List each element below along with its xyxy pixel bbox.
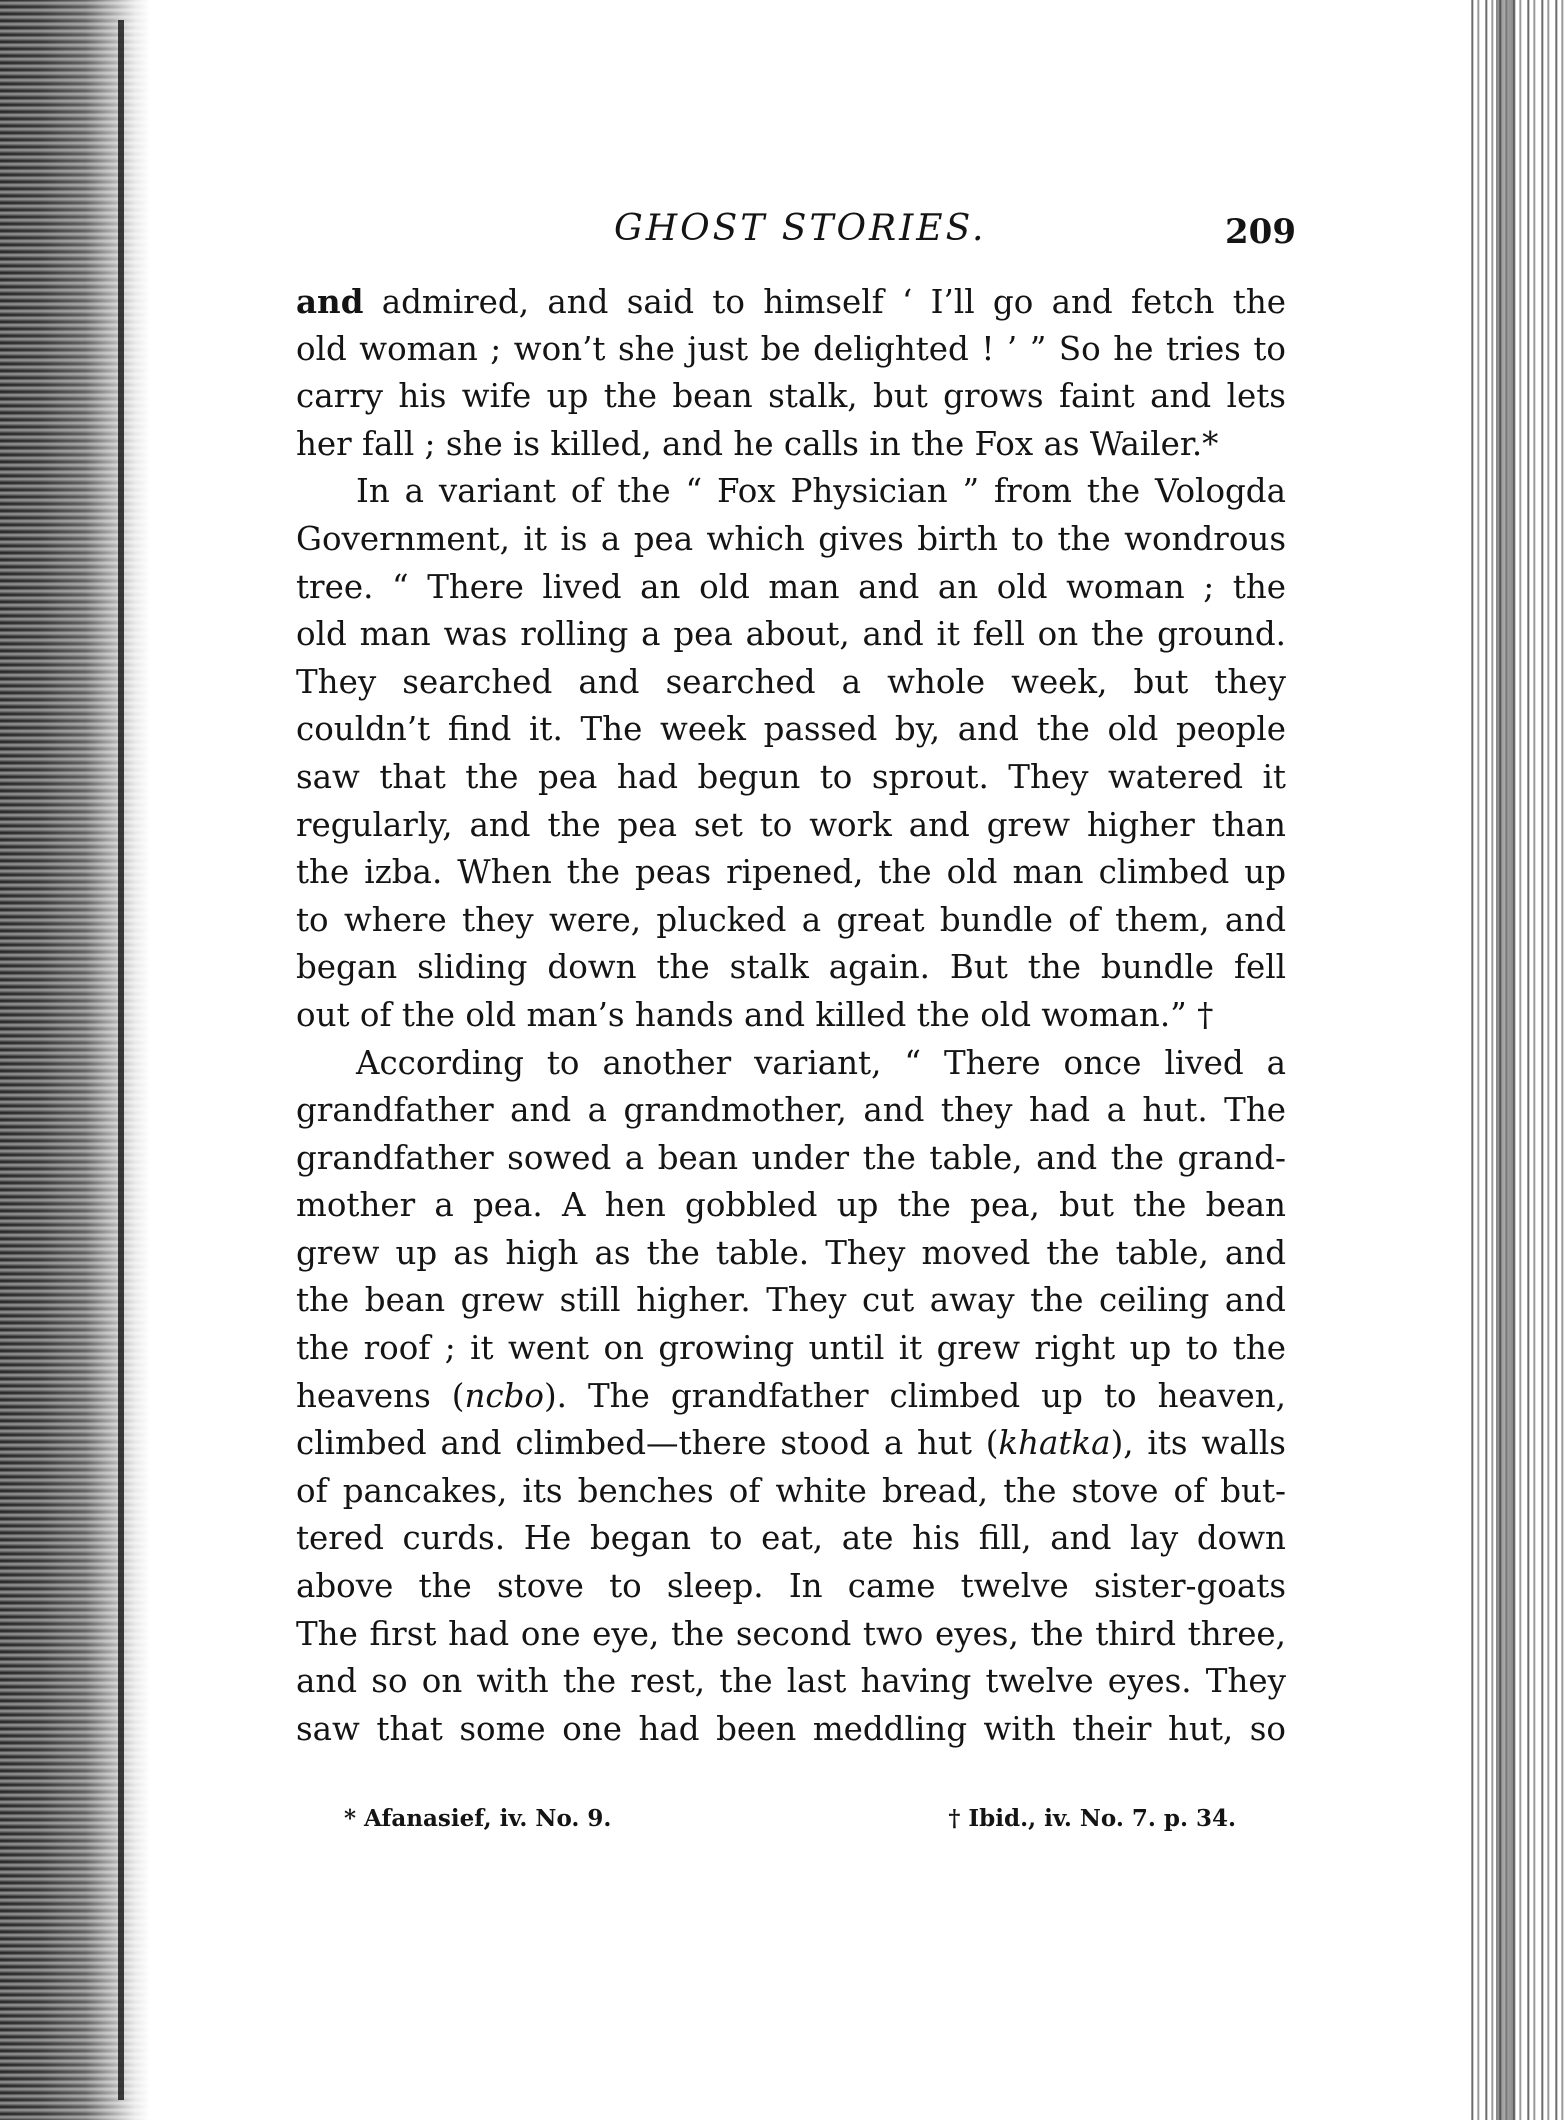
- running-title: GHOST STORIES.: [614, 208, 987, 249]
- text-line: grandfather and a grandmother, and they had a hut. The: [296, 1091, 1286, 1130]
- text-line: and admired, and said to himself ‘ I’ll go and fetch the: [296, 282, 1286, 321]
- footnote-asterisk: * Afanasief, iv. No. 9.: [344, 1805, 612, 1832]
- text-line: regularly, and the pea set to work and grew higher than: [296, 805, 1286, 844]
- text-line: carry his wife up the bean stalk, but grows faint and lets: [296, 377, 1286, 416]
- text-line: grew up as high as the table. They moved the table, and: [296, 1233, 1286, 1272]
- text-line: tree. “ There lived an old man and an old woman ; the: [296, 567, 1286, 606]
- text-line: the izba. When the peas ripened, the old man climbed up: [296, 853, 1286, 892]
- text-line: couldn’t find it. The week passed by, and the old people: [296, 710, 1286, 749]
- text-line: saw that the pea had begun to sprout. They watered it: [296, 757, 1286, 796]
- text-line: grandfather sowed a bean under the table, and the grand-: [296, 1138, 1286, 1177]
- text-line: her fall ; she is killed, and he calls in the Fox as Wailer.*: [296, 424, 1219, 463]
- text-line: tered curds. He began to eat, ate his fill, and lay down: [296, 1519, 1286, 1558]
- text-line: According to another variant, “ There once lived a: [356, 1043, 1286, 1082]
- running-head: [296, 208, 1296, 264]
- text-line: above the stove to sleep. In came twelve sister-goats: [296, 1567, 1286, 1606]
- text-line: of pancakes, its benches of white bread, the stove of but-: [296, 1471, 1286, 1510]
- text-line: the bean grew still higher. They cut away the ceiling and: [296, 1281, 1286, 1320]
- footnote-dagger: † Ibid., iv. No. 7. p. 34.: [948, 1805, 1236, 1832]
- page-edge-lines: [1466, 0, 1566, 2120]
- text-line: climbed and climbed—there stood a hut (khatka), its walls: [296, 1424, 1286, 1463]
- text-line: out of the old man’s hands and killed the old woman.” †: [296, 995, 1214, 1034]
- text-line: They searched and searched a whole week, but they: [296, 662, 1286, 701]
- text-line: heavens (ncbo). The grandfather climbed up to heaven,: [296, 1376, 1286, 1415]
- text-line: and so on with the rest, the last having twelve eyes. They: [296, 1662, 1286, 1701]
- page-number: 209: [1225, 212, 1296, 252]
- scan-gutter-shadow: [0, 0, 150, 2120]
- text-line: old man was rolling a pea about, and it fell on the ground.: [296, 615, 1286, 654]
- text-line: The first had one eye, the second two eyes, the third three,: [296, 1614, 1286, 1653]
- body-text: [296, 278, 1286, 1753]
- text-line: mother a pea. A hen gobbled up the pea, but the bean: [296, 1186, 1286, 1225]
- text-line: began sliding down the stalk again. But the bundle fell: [296, 948, 1286, 987]
- text-line: Government, it is a pea which gives birth to the wondrous: [296, 519, 1286, 558]
- text-line: saw that some one had been meddling with their hut, so: [296, 1709, 1286, 1748]
- text-line: In a variant of the “ Fox Physician ” from the Vologda: [356, 472, 1286, 511]
- text-line: old woman ; won’t she just be delighted ! ’ ” So he tries to: [296, 329, 1286, 368]
- text-line: to where they were, plucked a great bundle of them, and: [296, 900, 1286, 939]
- footnotes: [296, 1805, 1286, 1845]
- text-line: the roof ; it went on growing until it grew right up to the: [296, 1329, 1286, 1368]
